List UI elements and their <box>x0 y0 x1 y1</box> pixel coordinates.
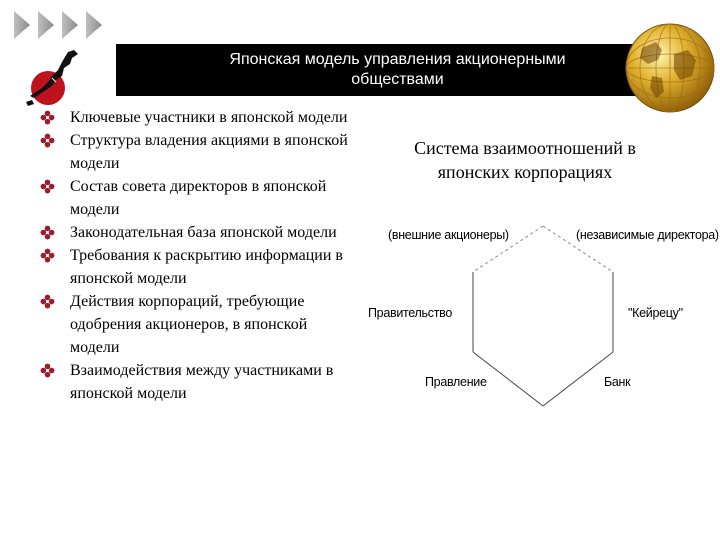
label-management: Правление <box>425 375 487 389</box>
list-item-text: Законодательная база японской модели <box>70 224 337 241</box>
edge-bottom-right <box>543 352 613 406</box>
list-item-text: Состав совета директоров в японской модели <box>70 178 327 218</box>
list-item-text: Взаимодействия между участниками в японской модели <box>70 362 334 402</box>
list-item-text: Требования к раскрытию информации в японской модели <box>70 247 343 287</box>
diagram-title: Система взаимоотношений в японских корпорациях <box>414 138 636 182</box>
list-item-text: Ключевые участники в японской модели <box>70 109 348 126</box>
slide-title: Японская модель управления акционерными обществами <box>229 51 566 88</box>
label-outside-shareholders: (внешние акционеры) <box>388 228 509 242</box>
list-item-text: Действия корпораций, требующие одобрения акционеров, в японской модели <box>70 293 308 356</box>
label-bank: Банк <box>604 375 631 389</box>
label-government: Правительство <box>368 306 452 320</box>
label-independent-directors: (независимые директора) <box>576 228 719 242</box>
list-item-text: Структура владения акциями в японской модели <box>70 132 348 172</box>
label-keiretsu: "Кейрецу" <box>628 306 683 320</box>
